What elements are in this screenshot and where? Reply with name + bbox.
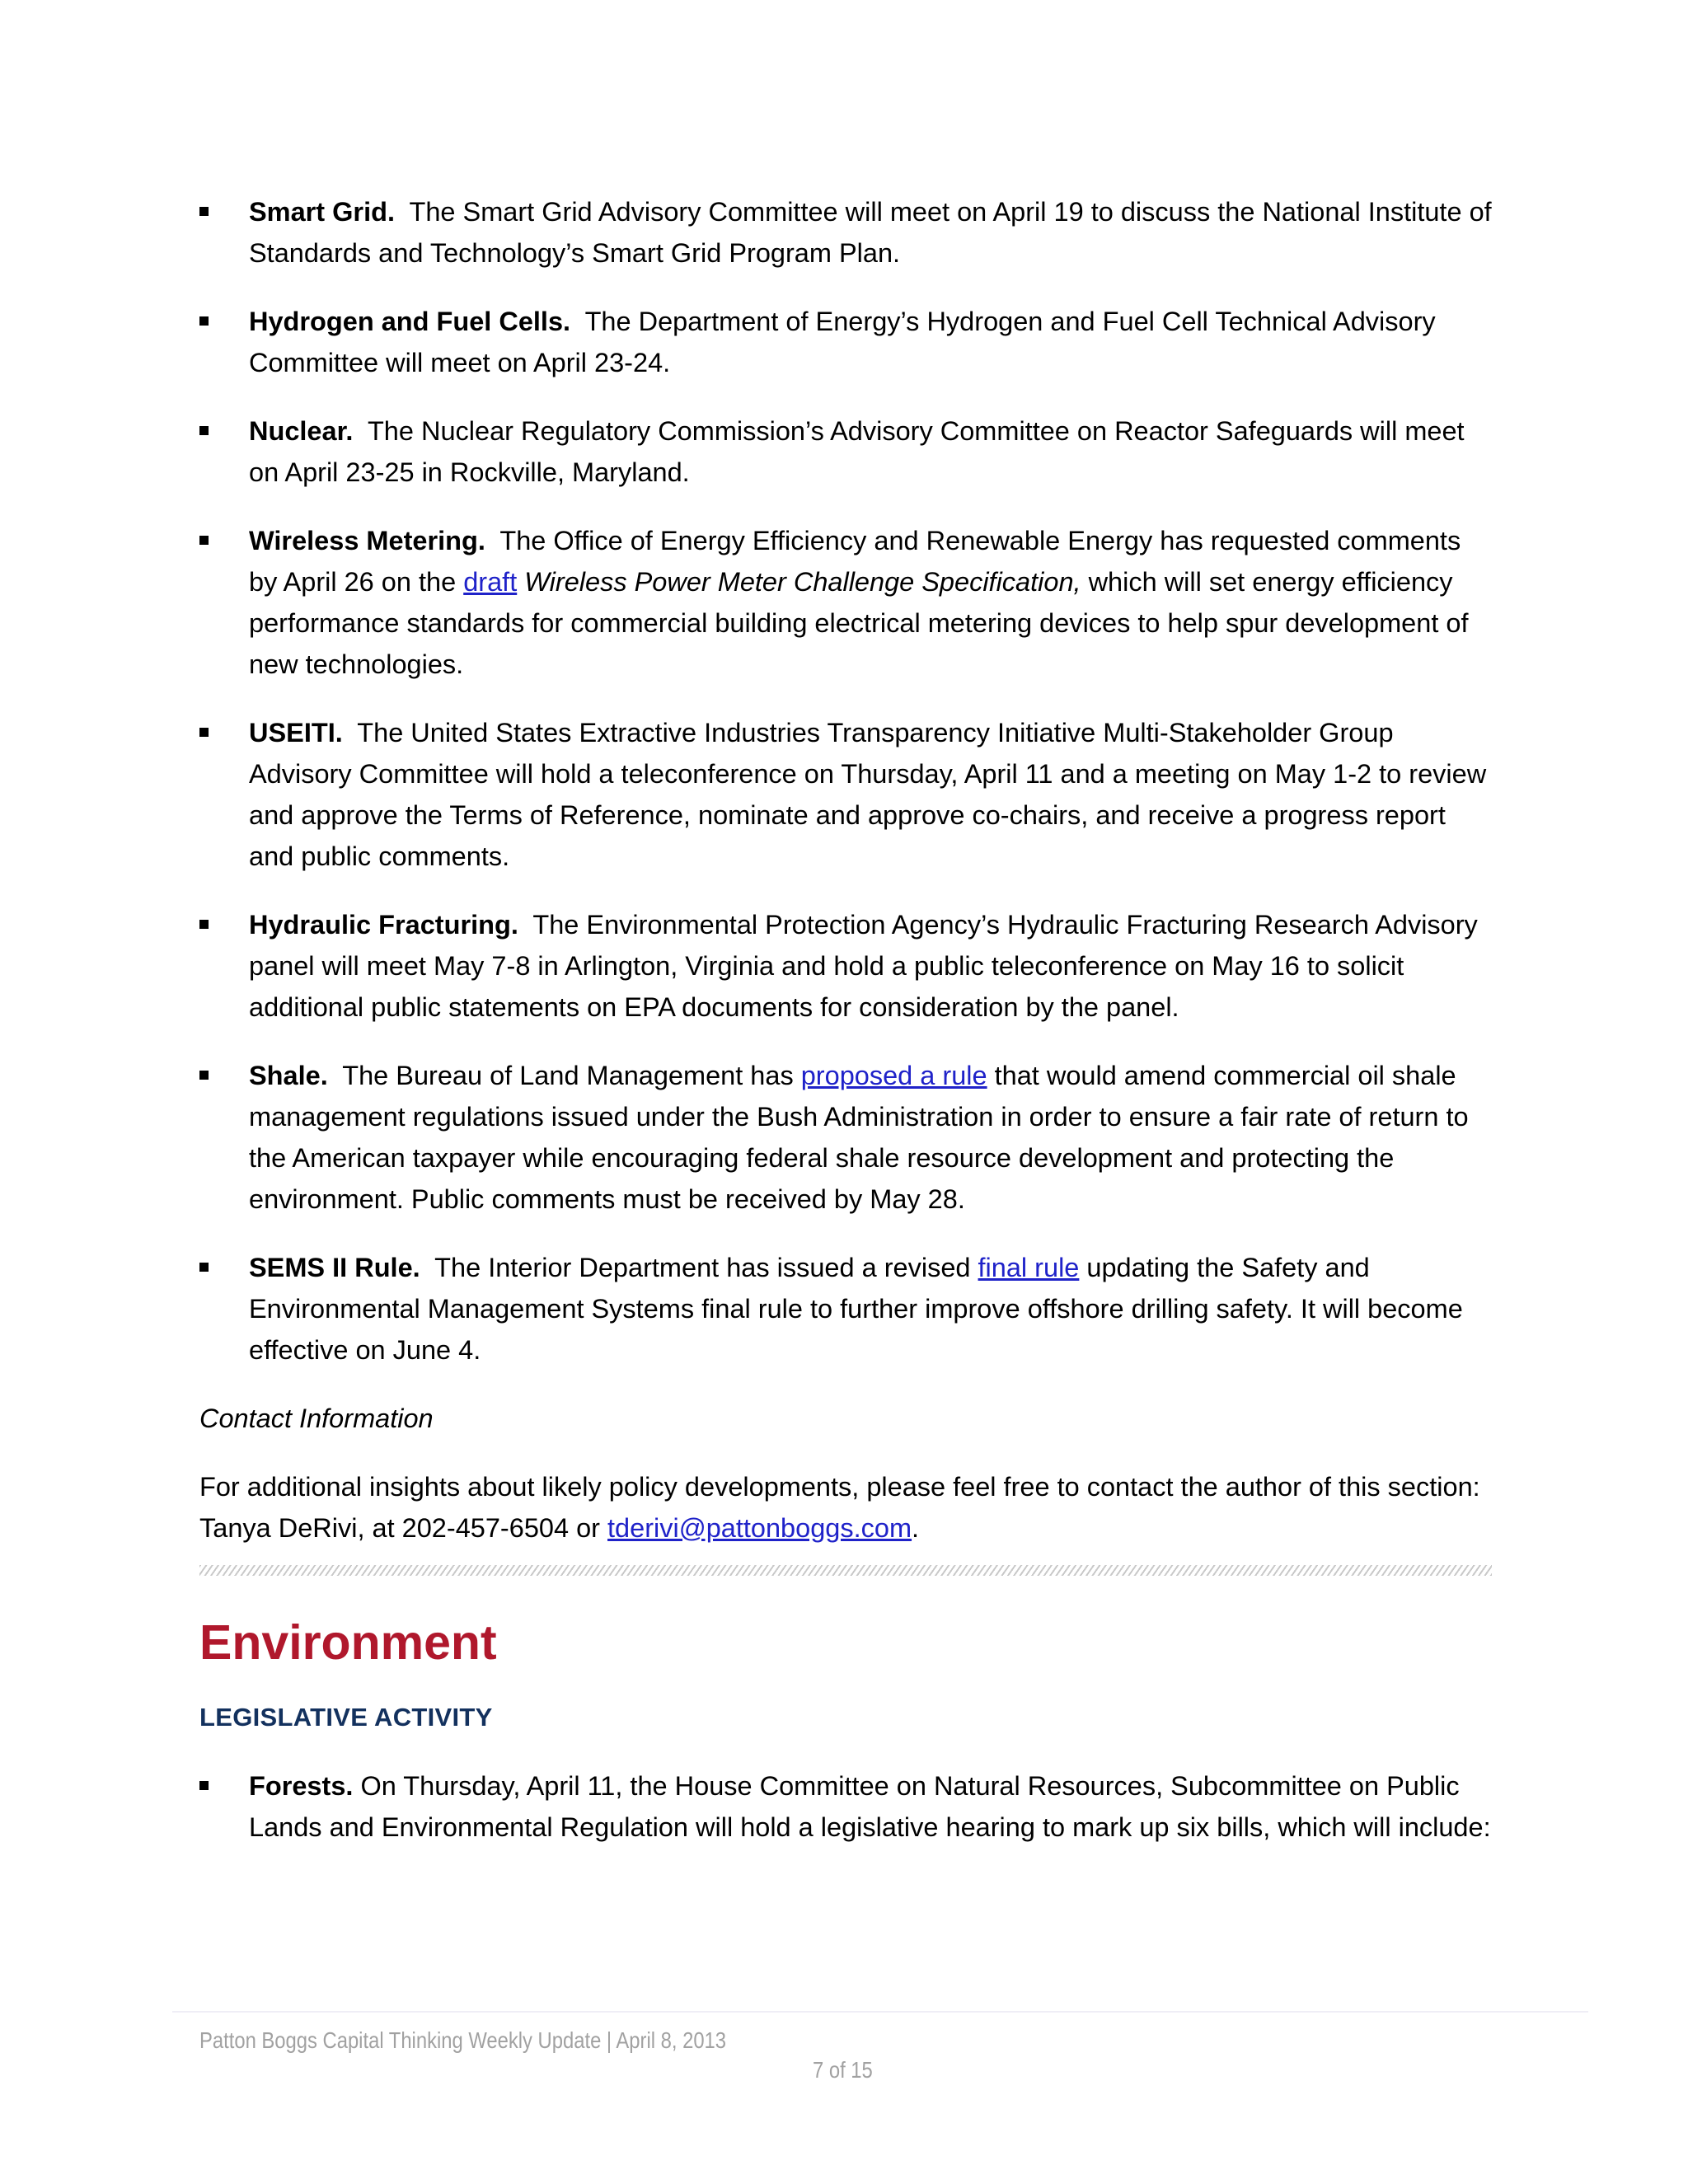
list-item-nuclear (199, 410, 1493, 493)
item-text: On Thursday, April 11, the House Committee on Natural Resources, Subcommittee on Public Lands and Environmental Regulation will hold a legislative hearing to mark up six bills, which will include: (249, 1771, 1491, 1842)
item-text: The Bureau of Land Management has (342, 1061, 794, 1090)
item-title: Hydraulic Fracturing. (249, 910, 518, 940)
email-link[interactable]: tderivi@pattonboggs.com (607, 1513, 912, 1543)
bullet-square-icon (199, 1781, 209, 1790)
bullet-square-icon (199, 426, 209, 435)
bullet-square-icon (199, 316, 209, 326)
item-text: The United States Extractive Industries Transparency Initiative Multi-Stakeholder Group Advisory Committee will hold a teleconference on Thursday, April 11 and a meeting on May 1-2 to review and approve the Terms of Reference, nominate and approve co-chairs, and receive a progress report and public comments. (249, 718, 1487, 871)
item-text: The Nuclear Regulatory Commission’s Advisory Committee on Reactor Safeguards will meet on April 23-25 in Rockville, Maryland. (249, 416, 1465, 487)
section-title: Environment (199, 1615, 497, 1670)
bullet-square-icon (199, 920, 209, 929)
list-item-hydrogen (199, 301, 1493, 383)
list-item-useiti (199, 712, 1493, 877)
item-title: Nuclear. (249, 416, 354, 446)
item-title: SEMS II Rule. (249, 1253, 420, 1282)
item-title: Wireless Metering. (249, 526, 485, 555)
document-page (199, 191, 1493, 1875)
environment-items-list (199, 1765, 1493, 1848)
item-title: Smart Grid. (249, 197, 395, 227)
item-text: which will set energy efficiency performance standards for commercial building electrical metering devices to help spur development of new technologies. (249, 567, 1469, 679)
item-title: Forests. (249, 1771, 354, 1801)
list-item-shale (199, 1055, 1493, 1220)
item-title: USEITI. (249, 718, 343, 748)
item-title: Shale. (249, 1061, 328, 1090)
item-text: The Smart Grid Advisory Committee will meet on April 19 to discuss the National Institute of Standards and Technology’s Smart Grid Program Plan. (249, 197, 1492, 268)
contact-paragraph (199, 1466, 1493, 1549)
item-text: The Environmental Protection Agency’s Hydraulic Fracturing Research Advisory panel will meet May 7-8 in Arlington, Virginia and hold a public teleconference on May 16 to solicit additional public statements on EPA documents for consideration by the panel. (249, 910, 1478, 1022)
item-italic-title: Wireless Power Meter Challenge Specification, (524, 567, 1081, 597)
contact-text: For additional insights about likely policy developments, please feel free to contact the author of this section: Tanya DeRivi, at 202-457-6504 or (199, 1472, 1480, 1543)
energy-items-list (199, 191, 1493, 1371)
contact-text-end: . (912, 1513, 920, 1543)
bullet-square-icon (199, 728, 209, 737)
bullet-square-icon (199, 1263, 209, 1272)
item-text: The Office of Energy Efficiency and Renewable Energy has requested comments by April 26 on the (249, 526, 1461, 597)
bullet-square-icon (199, 207, 209, 216)
list-item-wireless-metering (199, 520, 1493, 685)
footer-rule (172, 2011, 1588, 2013)
bullet-square-icon (199, 536, 209, 545)
list-item-smart-grid (199, 191, 1493, 274)
final-rule-link[interactable]: final rule (978, 1253, 1080, 1282)
item-title: Hydrogen and Fuel Cells. (249, 307, 571, 336)
proposed-rule-link[interactable]: proposed a rule (800, 1061, 987, 1090)
draft-link[interactable]: draft (463, 567, 518, 597)
item-text: The Interior Department has issued a revised (434, 1253, 971, 1282)
section-divider (199, 1565, 1492, 1576)
item-text: The Department of Energy’s Hydrogen and Fuel Cell Technical Advisory Committee will meet on April 23-24. (249, 307, 1436, 377)
item-text: updating the Safety and Environmental Management Systems final rule to further improve offshore drilling safety. It will become effective on June 4. (249, 1253, 1463, 1365)
bullet-square-icon (199, 1071, 209, 1080)
contact-heading: Contact Information (199, 1404, 434, 1433)
footer-text: Patton Boggs Capital Thinking Weekly Update | April 8, 2013 (199, 2027, 727, 2053)
item-text: that would amend commercial oil shale management regulations issued under the Bush Administration in order to ensure a fair rate of return to the American taxpayer while encouraging federal shale resource development and protecting the environment. Public comments must be received by May 28. (249, 1061, 1469, 1214)
section-subheading: LEGISLATIVE ACTIVITY (199, 1703, 493, 1732)
page-number: 7 of 15 (813, 2057, 873, 2083)
list-item-sems-ii-rule (199, 1247, 1493, 1371)
list-item-hydraulic-fracturing (199, 904, 1493, 1028)
list-item-forests (199, 1765, 1493, 1848)
